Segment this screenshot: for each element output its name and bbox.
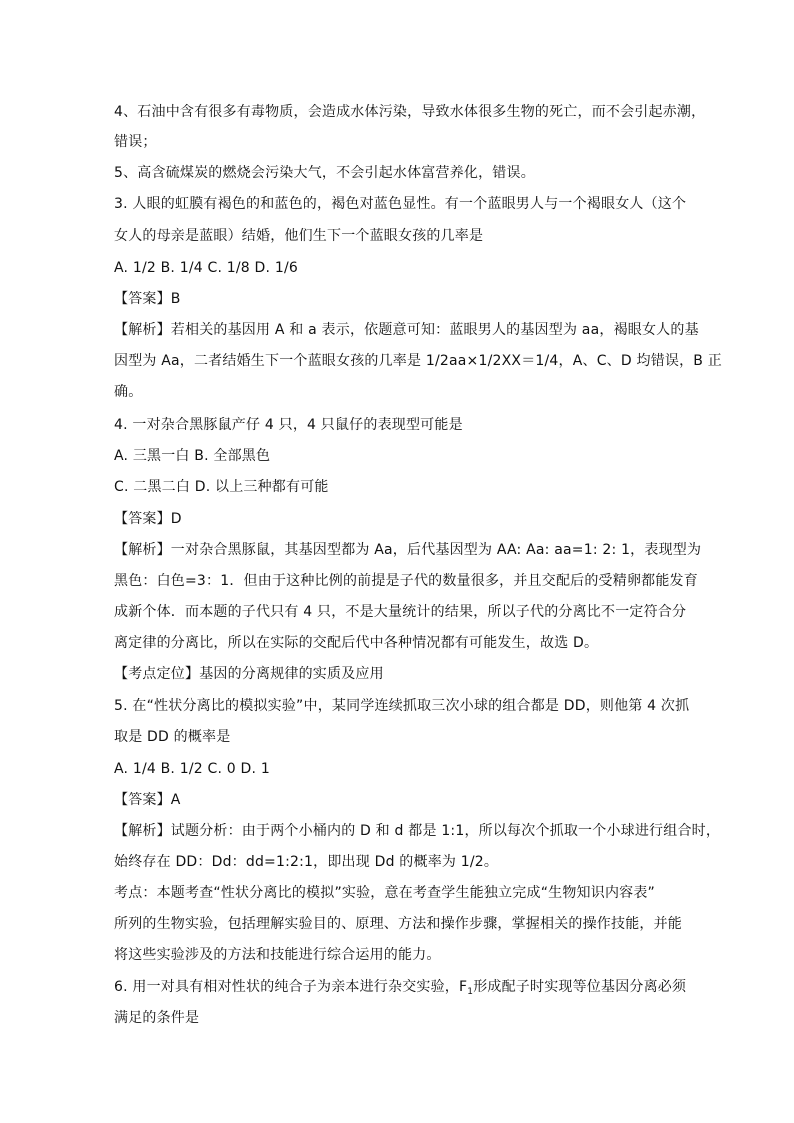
question-6-line-2: 满足的条件是 [114,1010,200,1026]
analysis-line: 【解析】一对杂合黑豚鼠，其基因型都为 Aa，后代基因型为 AA: Aa: aa=1: 2: 1，表现型为 [114,542,702,558]
key-point-line: 将这些实验涉及的方法和技能进行综合运用的能力。 [114,947,441,963]
text-line: 错误； [114,134,157,150]
question-4-options-2: C. 二黑二白 D. 以上三种都有可能 [114,479,329,495]
question-6-text-after: 形成配子时实现等位基因分离必须 [473,979,687,995]
question-3-line-2: 女人的母亲是蓝眼）结婚，他们生下一个蓝眼女孩的几率是 [114,228,484,244]
question-4-line: 4. 一对杂合黑豚鼠产仔 4 只，4 只鼠仔的表现型可能是 [114,417,463,433]
analysis-line: 【解析】若相关的基因用 A 和 a 表示，依题意可知：蓝眼男人的基因型为 aa，褐眼女人的基 [114,322,699,338]
key-point-line: 考点：本题考查“性状分离比的模拟”实验，意在考查学生能独立完成“生物知识内容表” [114,885,656,901]
analysis-line: 确。 [114,384,143,400]
question-6-subscript: 1 [467,987,474,997]
analysis-line: 【解析】试题分析：由于两个小桶内的 D 和 d 都是 1:1，所以每次个抓取一个小球进行组合时， [114,823,721,839]
answer-label: 【答案】D [114,511,182,527]
question-5-options: A. 1/4 B. 1/2 C. 0 D. 1 [114,761,270,777]
text-line: 5、高含硫煤炭的燃烧会污染大气，不会引起水体富营养化，错误。 [114,165,535,181]
question-5-line-2: 取是 DD 的概率是 [114,729,231,745]
question-3-options: A. 1/2 B. 1/4 C. 1/8 D. 1/6 [114,260,298,276]
answer-label: 【答案】B [114,291,181,307]
analysis-line: 黑色：白色=3：1．但由于这种比例的前提是子代的数量很多，并且交配后的受精卵都能发育 [114,573,698,589]
answer-label: 【答案】A [114,792,181,808]
question-6-line-1 [114,978,686,996]
question-6-text-before: 6. 用一对具有相对性状的纯合子为亲本进行杂交实验，F [114,979,468,995]
text-line: 4、石油中含有很多有毒物质，会造成水体污染，导致水体很多生物的死亡，而不会引起赤潮， [114,104,706,120]
question-4-options-1: A. 三黑一白 B. 全部黑色 [114,448,271,464]
analysis-line: 成新个体．而本题的子代只有 4 只，不是大量统计的结果，所以子代的分离比不一定符合分 [114,604,687,620]
question-5-line-1: 5. 在“性状分离比的模拟实验”中，某同学连续抓取三次小球的组合都是 DD，则他第 4 次抓 [114,698,690,714]
key-point-line: 所列的生物实验，包括理解实验目的、原理、方法和操作步骤，掌握相关的操作技能，并能 [114,916,682,932]
question-3-line-1: 3. 人眼的虹膜有褐色的和蓝色的，褐色对蓝色显性。有一个蓝眼男人与一个褐眼女人（这个 [114,196,687,212]
key-point-line: 【考点定位】基因的分离规律的实质及应用 [114,666,384,682]
analysis-line: 离定律的分离比，所以在实际的交配后代中各种情况都有可能发生，故选 D。 [114,635,599,651]
analysis-line: 始终存在 DD：Dd：dd=1:2:1，即出现 Dd 的概率为 1/2。 [114,854,499,870]
analysis-line: 因型为 Aa，二者结婚生下一个蓝眼女孩的几率是 1/2aa×1/2XX＝1/4，A、C、D 均错误，B 正 [114,353,722,369]
